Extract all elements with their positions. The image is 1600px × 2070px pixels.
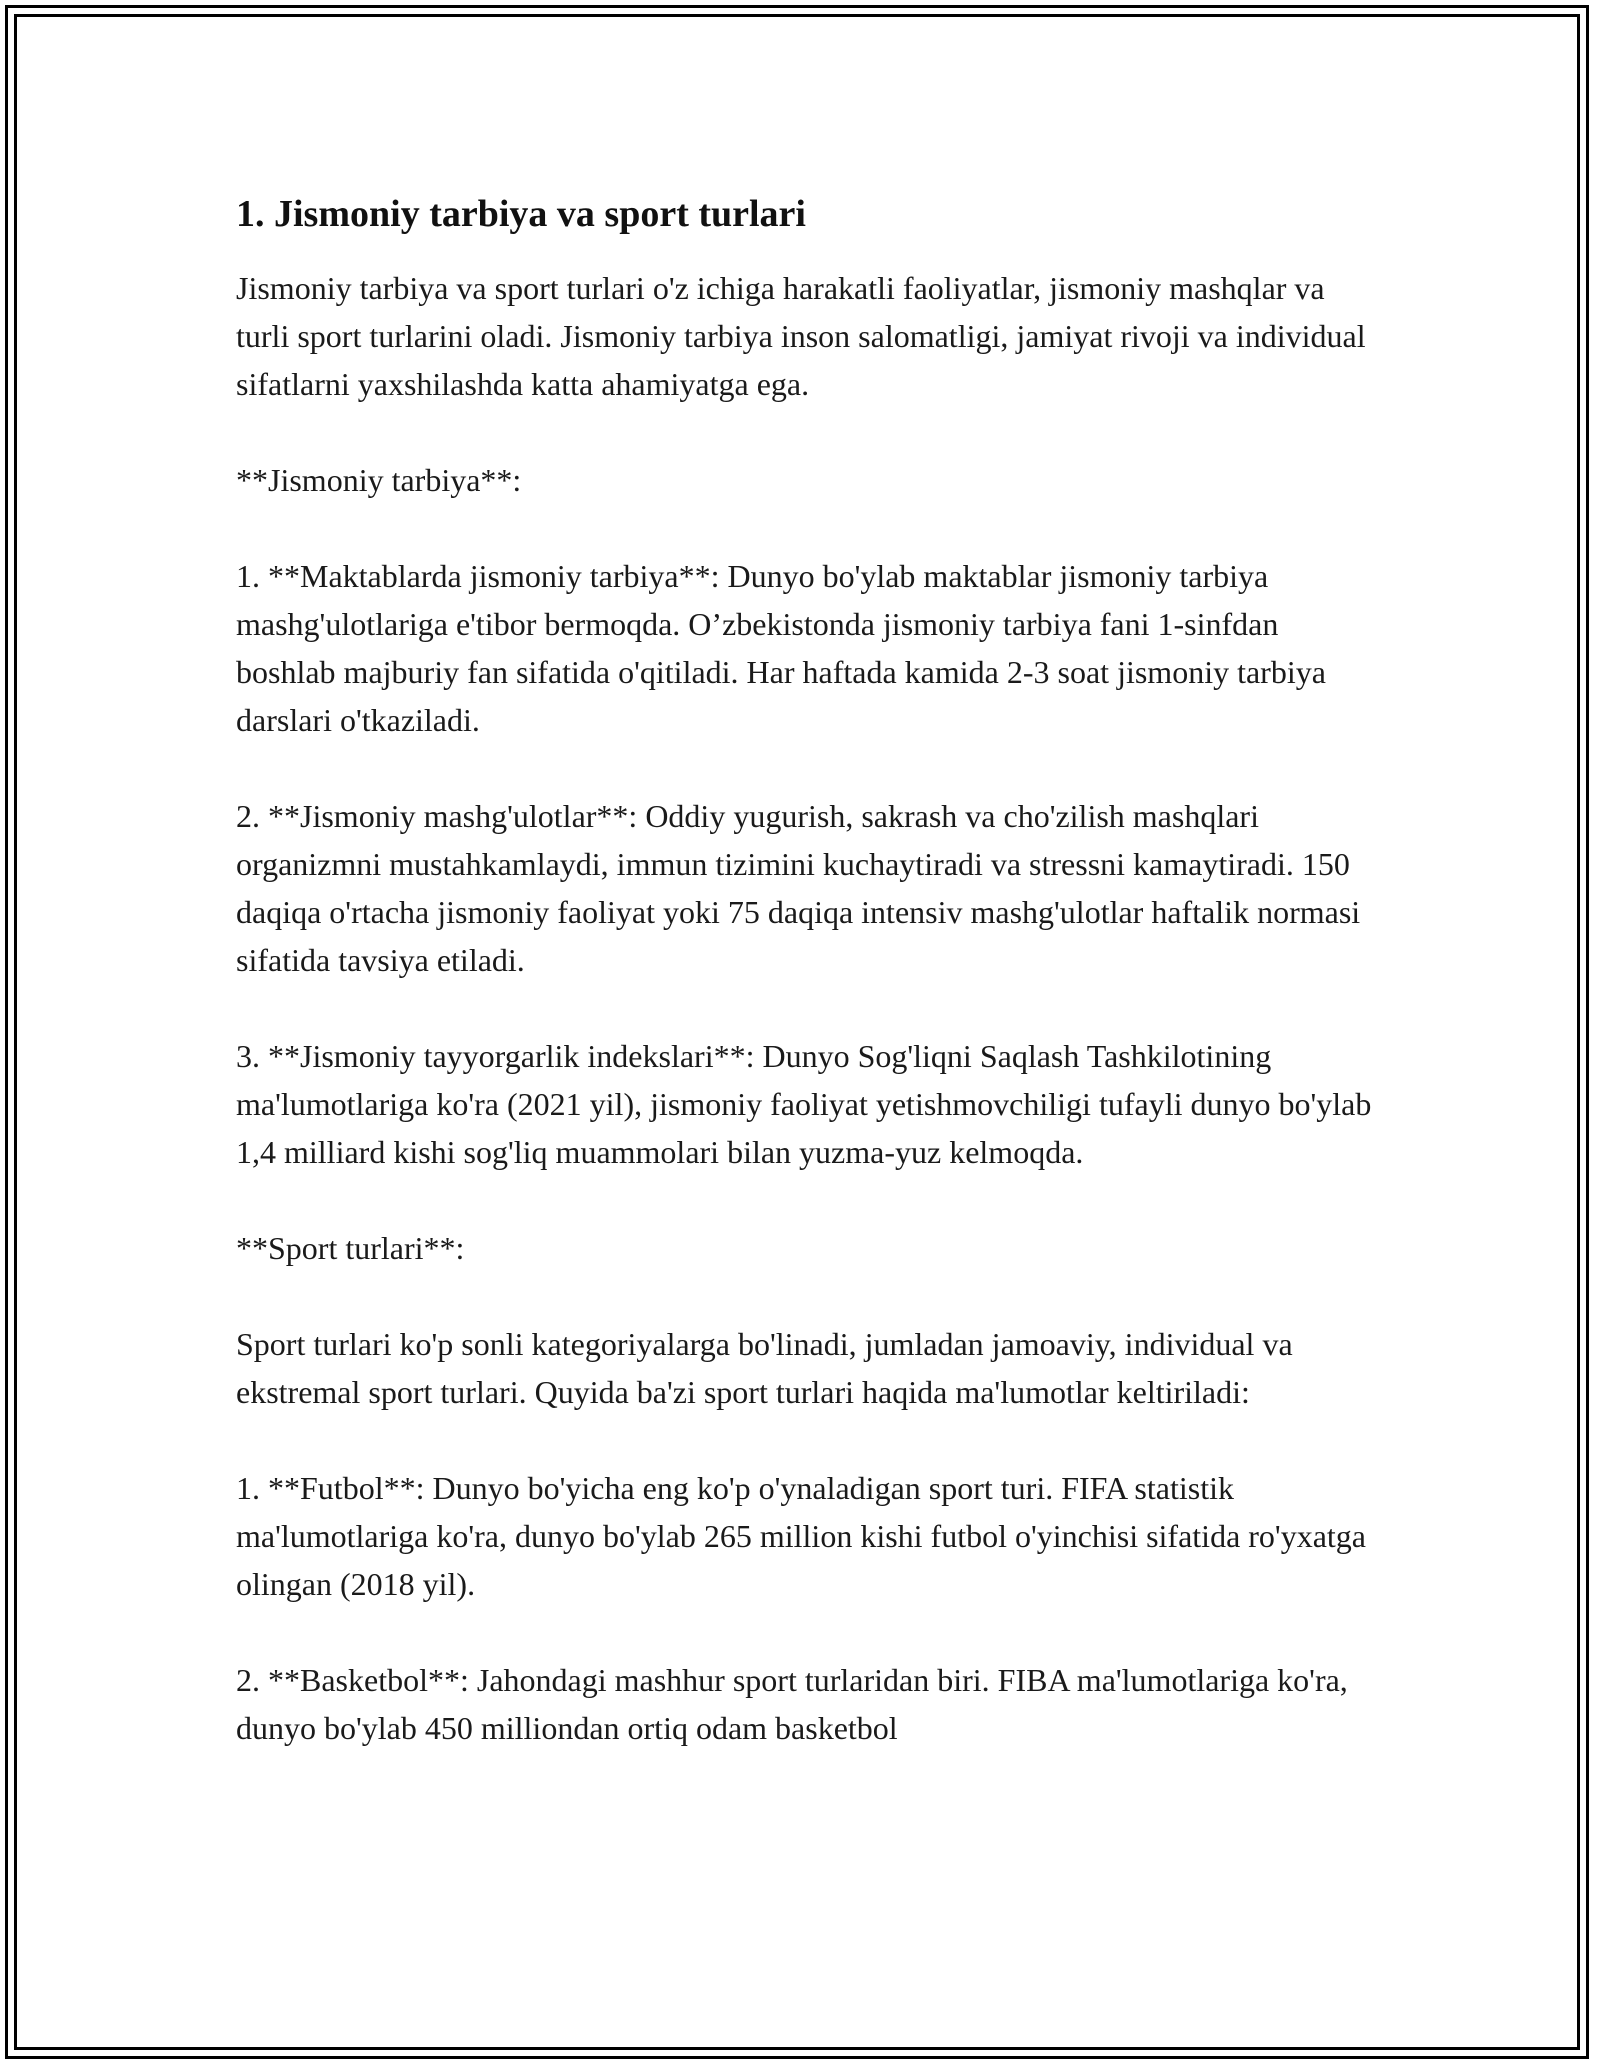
list-item-basketball: 2. **Basketbol**: Jahondagi mashhur sport turlaridan biri. FIBA ma'lumotlariga ko'ra, dunyo bo'ylab 450 milliondan ortiq odam basketbol xyxy=(236,1662,1348,1746)
list-item-fitness-indexes: 3. **Jismoniy tayyorgarlik indekslari**: Dunyo Sog'liqni Saqlash Tashkilotining ma'lumotlariga ko'ra (2021 yil), jismoniy faoliyat yetishmovchiligi tufayli dunyo bo'ylab 1,4 milliard kishi sog'liq muammolari bilan yuzma-yuz kelmoqda. xyxy=(236,1038,1372,1170)
document-title: 1. Jismoniy tarbiya va sport turlari xyxy=(236,193,806,235)
intro-paragraph: Jismoniy tarbiya va sport turlari o'z ichiga harakatli faoliyatlar, jismoniy mashqlar va turli sport turlarini oladi. Jismoniy tarbiya inson salomatligi, jamiyat rivoji va individual sifatlarni yaxshilashda katta ahamiyatga ega. xyxy=(236,270,1366,402)
sports-intro-paragraph: Sport turlari ko'p sonli kategoriyalarga bo'linadi, jumladan jamoaviy, individual va ekstremal sport turlari. Quyida ba'zi sport turlari haqida ma'lumotlar keltiriladi: xyxy=(236,1326,1293,1410)
list-item-school-pe: 1. **Maktablarda jismoniy tarbiya**: Dunyo bo'ylab maktablar jismoniy tarbiya mashg'ulotlariga e'tibor bermoqda. O’zbekistonda jismoniy tarbiya fani 1-sinfdan boshlab majburiy fan sifatida o'qitiladi. Har haftada kamida 2-3 soat jismoniy tarbiya darslari o'tkaziladi. xyxy=(236,558,1326,738)
document-body xyxy=(236,188,1376,1752)
list-item-exercises: 2. **Jismoniy mashg'ulotlar**: Oddiy yugurish, sakrash va cho'zilish mashqlari organizmni mustahkamlaydi, immun tizimini kuchaytiradi va stressni kamaytiradi. 150 daqiqa o'rtacha jismoniy faoliyat yoki 75 daqiqa intensiv mashg'ulotlar haftalik normasi sifatida tavsiya etiladi. xyxy=(236,798,1361,978)
list-item-football: 1. **Futbol**: Dunyo bo'yicha eng ko'p o'ynaladigan sport turi. FIFA statistik ma'lumotlariga ko'ra, dunyo bo'ylab 265 million kishi futbol o'yinchisi sifatida ro'yxatga olingan (2018 yil). xyxy=(236,1470,1366,1602)
section-heading-sports: **Sport turlari**: xyxy=(236,1230,465,1266)
section-heading-physical-education: **Jismoniy tarbiya**: xyxy=(236,462,522,498)
